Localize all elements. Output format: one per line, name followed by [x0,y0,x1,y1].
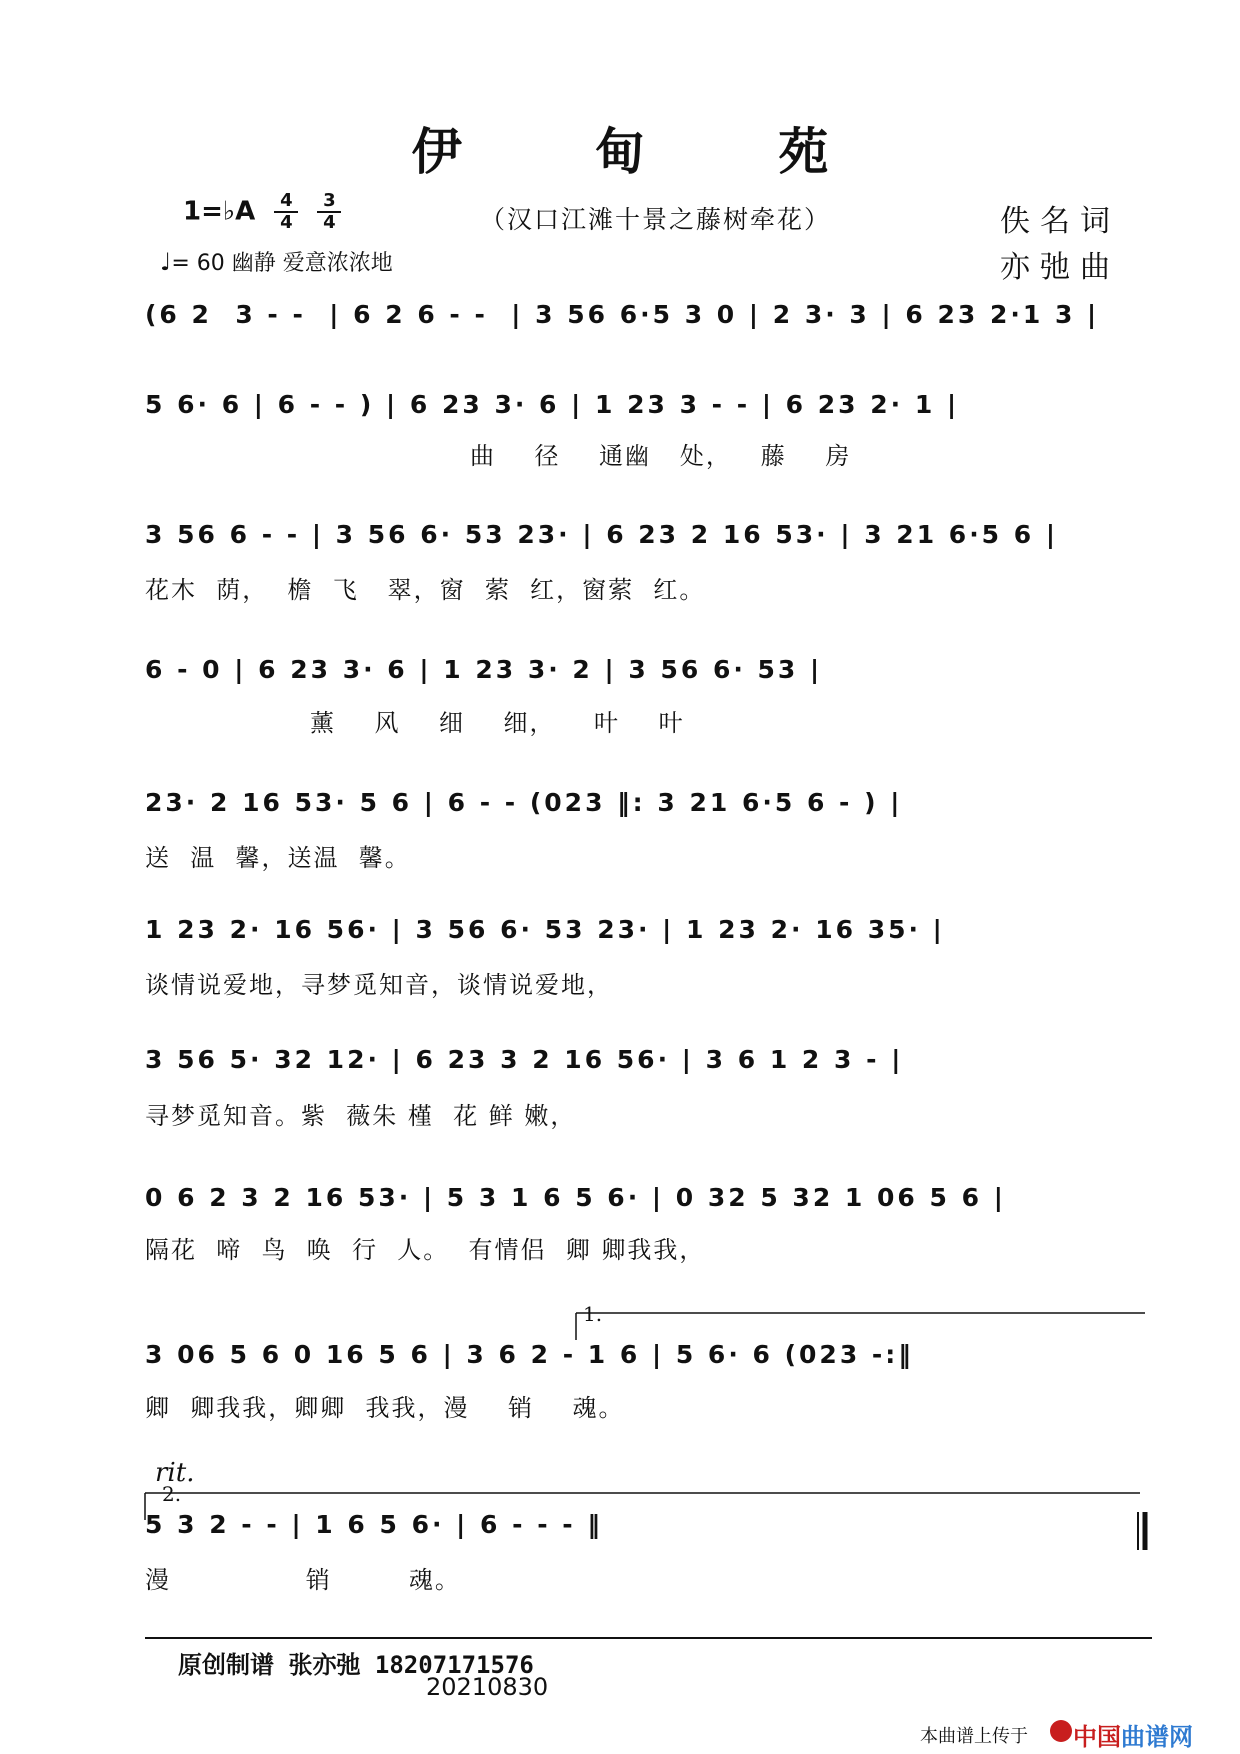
lyric-line-4: 薰 风 细 细， 叶 叶 [310,709,685,737]
score-line-7: 3 56 5· 32 12· | 6 23 3 2 16 56· | 3 6 1 2 3 - | [145,1045,904,1074]
time-signature-3-4: $\frac{3}{4}$ [317,192,341,232]
score-line-1: (6 2 3 - - | 6 2 6 - - | 3 56 6·5 3 0 | 2 3· 3 | 6 23 2·1 3 | [145,300,1100,329]
score-line-5: 23· 2 16 53· 5 6 | 6 - - (023 ‖: 3 21 6·5 6 - ) | [145,788,903,817]
footer-date: 20210830 [426,1673,549,1701]
footer-author: 原创制谱 张亦弛 18207171576 [178,1651,534,1679]
rit-marking: rit. [155,1458,195,1488]
score-line-8: 0 6 2 3 2 16 53· | 5 3 1 6 5 6· | 0 32 5 32 1 06 5 6 | [145,1183,1006,1212]
score-line-3: 3 56 6 - - | 3 56 6· 53 23· | 6 23 2 16 53· | 3 21 6·5 6 | [145,520,1059,549]
lyric-line-2: 曲 径 通幽 处， 藤 房 [470,442,852,470]
score-line-6: 1 23 2· 16 56· | 3 56 6· 53 23· | 1 23 2· 16 35· | [145,915,945,944]
composer-credit: 亦弛曲 [1000,250,1120,285]
lyric-line-9: 卿 卿我我，卿卿 我我，漫 销 魂。 [145,1394,625,1422]
site-brand[interactable]: 中国曲谱网 [1073,1723,1193,1751]
tempo-marking: ♩= 60 幽静 爱意浓浓地 [160,248,393,276]
song-title: 伊 甸 苑 [411,122,887,181]
lyric-line-6: 谈情说爱地，寻梦觅知音，谈情说爱地， [145,971,613,999]
score-line-4: 6 - 0 | 6 23 3· 6 | 1 23 3· 2 | 3 56 6· 53 | [145,655,823,684]
lyric-line-10: 漫 销 魂。 [145,1566,461,1594]
lyric-line-7: 寻梦觅知音。紫 薇朱 槿 花 鲜 嫩， [145,1102,577,1130]
lyric-line-3: 花木 荫， 檐 飞 翠，窗 萦 红，窗萦 红。 [145,576,706,604]
footer-divider [145,1637,1152,1639]
lyric-line-5: 送 温 馨，送温 馨。 [145,844,411,872]
score-line-9: 3 06 5 6 0 16 5 6 | 3 6 2 - 1 6 | 5 6· 6 (023 -:‖ [145,1340,914,1369]
site-logo-icon [1050,1720,1072,1742]
lyric-line-8: 隔花 啼 鸟 唤 行 人。 有情侣 卿 卿我我， [145,1236,706,1264]
upload-note: 本曲谱上传于 [920,1726,1028,1747]
volta-2: 2. [162,1482,182,1506]
time-signature-4-4: $\frac{4}{4}$ [274,192,298,232]
volta-1: 1. [583,1302,603,1326]
score-line-10: 5 3 2 - - | 1 6 5 6· | 6 - - - ‖ [145,1510,603,1539]
key-label: 1=♭A [183,196,256,227]
quarter-note-icon: ♩ [160,248,172,276]
score-line-2: 5 6· 6 | 6 - - ) | 6 23 3· 6 | 1 23 3 - - | 6 23 2· 1 | [145,390,960,419]
subtitle: （汉口江滩十景之藤树牵花） [480,205,832,234]
lyricist-credit: 佚名词 [1000,204,1120,239]
